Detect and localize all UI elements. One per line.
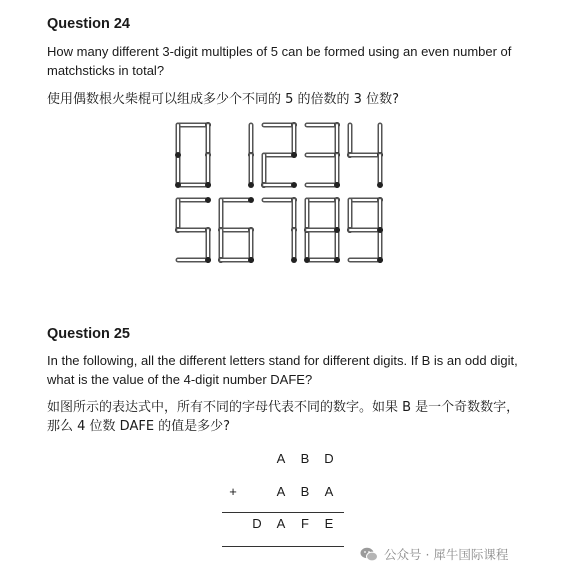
matchstick-digit [347,125,383,188]
matchstick-head [334,257,340,263]
matchstick-digit [248,125,254,188]
row2-digit-2: B [300,484,310,499]
matchstick-head [334,227,340,233]
question-25-title: Question 25 [47,326,130,342]
matchstick-head [175,152,181,158]
matchstick-head [205,182,211,188]
sum-line [222,512,344,513]
matchstick-head [377,257,383,263]
matchstick-head [205,197,211,203]
wechat-icon [360,547,378,562]
matchstick-digit [264,197,297,263]
matchstick-head [377,182,383,188]
row1-digit-3: D [324,451,334,466]
matchstick-head [291,257,297,263]
question-25-text-zh: 如图所示的表达式中，所有不同的字母代表不同的数字。如果 B 是一个奇数数字，那么 4 位数 DAFE 的值是多少? [47,400,520,434]
matchstick-digit [261,122,297,188]
matchstick-digit [304,197,340,263]
matchstick-head [291,182,297,188]
matchstick-head [291,152,297,158]
matchstick-head [334,182,340,188]
matchstick-head [248,257,254,263]
matchstick-head [205,257,211,263]
row2-digit-3: A [324,484,334,499]
watermark-text: 公众号 · 犀牛国际课程 [384,547,509,562]
matchstick-digit [347,197,383,263]
result-digit-4: E [324,516,334,531]
row1-digit-2: B [300,451,310,466]
matchstick-head [377,227,383,233]
matchstick-head [248,182,254,188]
watermark [360,545,508,563]
result-digit-1: D [252,516,262,531]
result-digit-2: A [276,516,286,531]
row1-digit-1: A [276,451,286,466]
matchstick-digit [218,197,254,263]
result-digit-3: F [301,516,309,531]
bottom-line [222,546,344,547]
matchstick-digit [175,122,211,188]
matchstick-digit [307,122,340,188]
matchstick-head [304,257,310,263]
matchstick-head [175,182,181,188]
plus-sign: + [229,484,237,499]
row2-digit-1: A [276,484,286,499]
matchstick-head [248,197,254,203]
question-24-text-en: How many different 3-digit multiples of 5 can be formed using an even number of matchsticks in total? [47,44,512,78]
question-24-text-zh: 使用偶数根火柴棍可以组成多少个不同的 5 的倍数的 3 位数? [47,92,399,107]
question-25-text-en: In the following, all the different letters stand for different digits. If B is an odd digit, what is the value of the 4-digit number DAFE? [47,353,518,387]
matchstick-digit [175,197,211,263]
question-24-title: Question 24 [47,16,130,32]
